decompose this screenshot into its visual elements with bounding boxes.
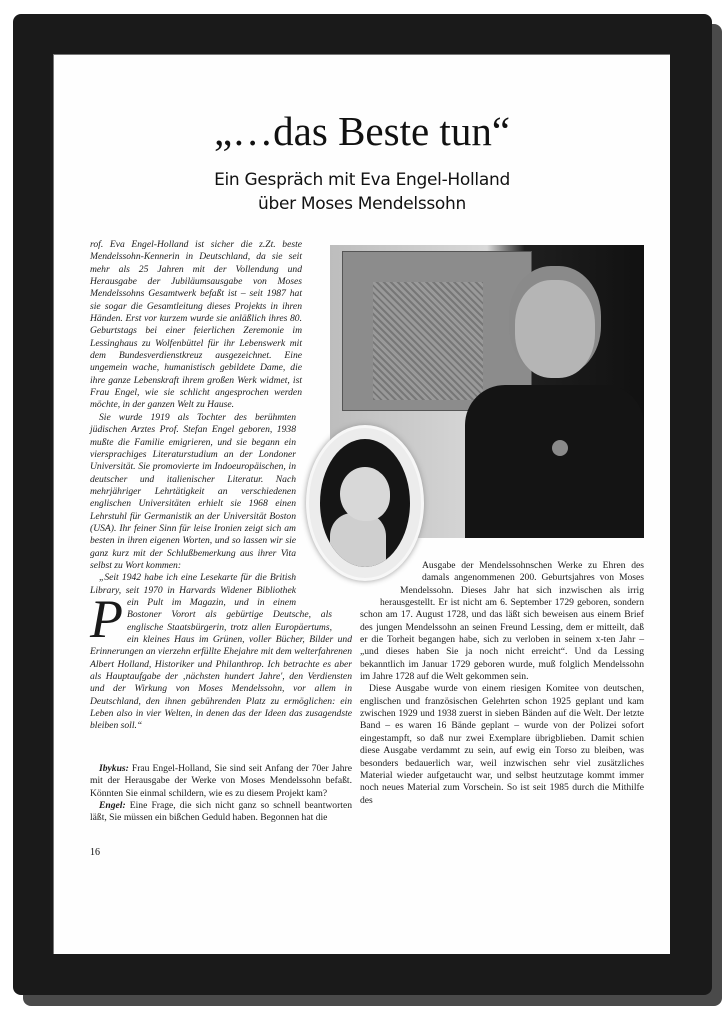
interview-column xyxy=(90,763,352,825)
article-title: „…das Beste tun“ xyxy=(213,108,511,154)
article-subtitle xyxy=(54,168,670,216)
speaker-engel: Engel: xyxy=(99,800,126,812)
subtitle-line-2: über Moses Mendelssohn xyxy=(257,194,466,214)
right-paragraph-1: Ausgabe der Mendelssohnschen Werke zu Ehren des damals angenommenen 200. Geburtsjahres von Moses Mendelssohn. Dieses Jahr hat sich inzwischen als irrig herausgestellt. Er ist nicht am 6. September 1729 geboren, sondern schon am 17. August 1728, und das läßt sich beweisen aus einem Brief des jungen Mendelssohn an seinen Freund Lessing, dem er mitteilt, daß er die Torheit begangen habe, sich zu verloben in seinem x-ten Jahr – „und dieses haben Sie ja noch nicht erreicht“. Und da Lessing bekanntlich im Januar 1729 geboren wurde, muß folglich Mendelssohn im Jahre 1728 auf die Welt gekommen sein. xyxy=(360,560,644,683)
page-number: 16 xyxy=(90,847,100,858)
photo-spacer xyxy=(302,239,352,411)
question-1 xyxy=(90,763,352,800)
right-medallion-spacer xyxy=(360,560,422,584)
medallion-spacer xyxy=(296,411,352,597)
medallion-spacer-lower xyxy=(332,597,352,627)
question-1-text: Frau Engel-Holland, Sie sind seit Anfang der 70er Jahre mit der Herausgabe der Werke von Moses Mendelssohn befaßt. Könnten Sie einmal schildern, wie es zu diesem Projekt kam? xyxy=(90,763,352,799)
right-medallion-spacer-2 xyxy=(360,584,400,596)
subtitle-line-1: Ein Gespräch mit Eva Engel-Holland xyxy=(214,170,510,190)
portrait-face xyxy=(515,280,595,378)
brooch xyxy=(552,440,568,456)
drop-cap: P xyxy=(90,589,123,649)
map-area xyxy=(373,282,483,400)
answer-1-text: Eine Frage, die sich nicht ganz so schnell beantworten läßt, Sie müssen ein bißchen Geduld haben. Begonnen hat die xyxy=(90,800,352,824)
intro-column xyxy=(90,239,352,733)
right-paragraph-2: Diese Ausgabe wurde von einem riesigen Komitee von deutschen, englischen und französischen Gelehrten schon 1925 geplant und kam zwischen 1929 und 1938 zuerst in sieben Bänden auf die Welt. Der letzte Band – es waren 16 Bände geplant – wurde von der Polizei sofort eingestampft, so daß nur zwei Exemplare übrigblieben. Damit schien diese Ausgabe verdammt zu sein, auf ewig ein Torso zu bleiben, was besonders bedauerlich war, weil inzwischen sehr viel zusätzliches Material wieder aufgetaucht war, und selbst heutzutage kommt immer noch neues Material zum Vorschein. So ist seit 1985 durch die Mithilfe des xyxy=(360,683,644,806)
right-column xyxy=(360,560,644,807)
portrait-figure xyxy=(465,385,644,538)
right-medallion-spacer-3 xyxy=(360,596,380,608)
intro-quote: „Seit 1942 habe ich eine Lesekarte für die British Library, seit 1970 in Harvards Widener Bibliothek ein Pult im Magazin, und in einem Bostoner Vorort als gebürtige Deutsche, als englische Staatsbürgerin, trotz allen Europäertums, ein kleines Haus im Grünen, voller Bücher, Bilder und Erinnerungen an vierzehn erfüllte Ehejahre mit dem welterfahrenen Albert Holland, Historiker und Philanthrop. Ich betrachte es aber als Hauptaufgabe der ‚nächsten hundert Jahre', den Verdiensten und der Wirkung von Moses Mendelssohn, vor allem in Deutschland, den ihnen gebührenden Platz zu ermöglichen: ein Leben also in vier Welten, in denen das der Ideen das zusagendste bleiben soll.“ xyxy=(90,572,352,732)
intro-paragraph-2: Sie wurde 1919 als Tochter des berühmten jüdischen Arztes Prof. Stefan Engel geboren, 1938 mußte die Familie emigrieren, und sie begann ein viersprachiges Literaturstudium an der Londoner Universität. Sie promovierte im Indoeuropäischen, in deutscher und italienischer Literatur. Nach mehrjähriger Lehrtätigkeit an verschiedenen englischen Universitäten erhielt sie 1968 einen Lehrstuhl für Germanistik an der Universität Boston (USA). Ihr feiner Sinn für leise Ironien zeigt sich am besten in ihren eigenen Worten, und so lassen wir sie ganz kurz mit der Schlußbemerkung aus ihrer Vita selbst zu Wort kommen: xyxy=(90,411,296,571)
answer-1 xyxy=(90,800,352,825)
intro-text-1: rof. Eva Engel-Holland ist sicher die z.Zt. beste Mendelssohn-Kennerin in Deutschland, da sie seit mehr als 25 Jahren mit der Vollendung und Herausgabe der Jubiläumsausgabe von Moses Mendelssohns Gesamtwerk befaßt ist – seit 1987 hat sie sogar die Gesamtleitung dieses Projekts in ihren Händen. Erst vor kurzem wurde sie anläßlich ihres 80. Geburtstags bei einer feierlichen Zeremonie im Lessinghaus zu Wolfenbüttel für ihr Lebenswerk mit dem Bundesverdienstkreuz ausgezeichnet. Eine ungemein wache, humanistisch gebildete Dame, die ihre ganze Lebenskraft ihrem großen Werk widmet, ist Frau Engel, wie sie schlicht angesprochen werden möchte, in der ganzen Welt zu Hause. xyxy=(90,239,302,411)
magazine-page xyxy=(53,54,670,954)
speaker-ibykus: Ibykus: xyxy=(99,763,129,774)
